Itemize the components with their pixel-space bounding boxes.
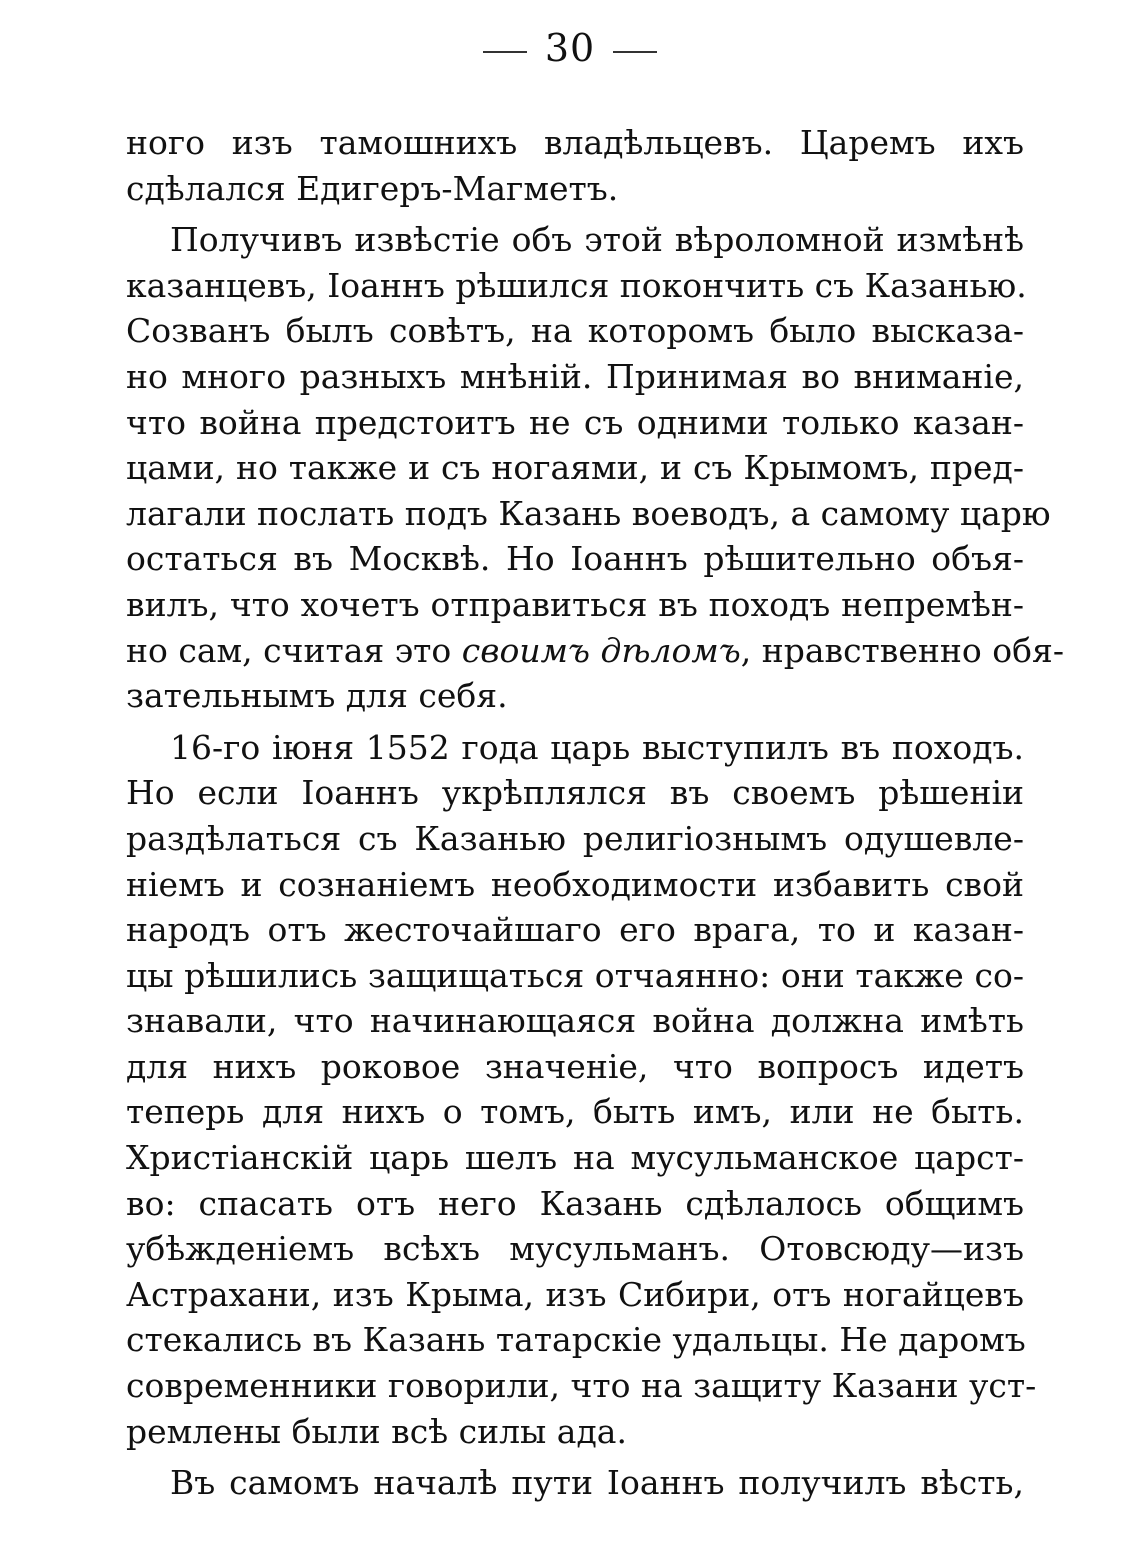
- page-number: 30: [544, 26, 596, 70]
- page-number-header: [0, 24, 1140, 72]
- text-line: остаться въ Москвѣ. Но Іоаннъ рѣшительно объя-: [126, 539, 1024, 579]
- text-line: цами, но также и съ ногаями, и съ Крымомъ, пред-: [126, 448, 1024, 488]
- text-line: 16-го іюня 1552 года царь выступилъ въ походъ.: [170, 727, 1024, 767]
- right-dash-ornament: [613, 51, 657, 53]
- text-line: знавали, что начинающаяся война должна имѣть: [126, 1001, 1024, 1041]
- text-line-with-italic: [126, 628, 1064, 674]
- text-line: современники говорили, что на защиту Казани уст-: [126, 1366, 1037, 1406]
- text-line: Въ самомъ началѣ пути Іоаннъ получилъ вѣсть,: [170, 1463, 1024, 1503]
- text-line: лагали послать подъ Казань воеводъ, а самому царю: [126, 493, 1051, 533]
- text-line: убѣжденіемъ всѣхъ мусульманъ. Отовсюду—изъ: [126, 1229, 1024, 1269]
- text-line: Христіанскій царь шелъ на мусульманское царст-: [126, 1138, 1024, 1178]
- text-line: но много разныхъ мнѣній. Принимая во вниманіе,: [126, 356, 1024, 396]
- text-line: зательнымъ для себя.: [126, 676, 508, 716]
- text-line: Но если Іоаннъ укрѣплялся въ своемъ рѣшеніи: [126, 773, 1024, 813]
- text-line: ремлены были всѣ силы ада.: [126, 1411, 627, 1451]
- text-line: Созванъ былъ совѣтъ, на которомъ было высказа-: [126, 311, 1024, 351]
- text-line: вилъ, что хочетъ отправиться въ походъ непремѣн-: [126, 584, 1024, 624]
- text-line: казанцевъ, Іоаннъ рѣшился покончить съ Казанью.: [126, 265, 1027, 305]
- text-line: Получивъ извѣстіе объ этой вѣроломной измѣнѣ: [170, 220, 1024, 260]
- text-line: сдѣлался Едигеръ-Магметъ.: [126, 168, 619, 208]
- text-line: ного изъ тамошнихъ владѣльцевъ. Царемъ ихъ: [126, 123, 1024, 162]
- text-line: во: спасать отъ него Казань сдѣлалось общимъ: [126, 1183, 1024, 1223]
- text-line: стекались въ Казань татарскіе удальцы. Не даромъ: [126, 1320, 1026, 1360]
- text-line: народъ отъ жесточайшаго его врага, то и казан-: [126, 910, 1024, 950]
- left-dash-ornament: [483, 51, 527, 53]
- text-line: что война предстоитъ не съ одними только казан-: [126, 402, 1024, 442]
- text-segment: , нравственно обя-: [740, 630, 1064, 670]
- body-text: [126, 120, 1064, 1506]
- text-line: ніемъ и сознаніемъ необходимости избавить свой: [126, 864, 1024, 904]
- italic-phrase: своимъ дѣломъ: [461, 630, 741, 670]
- text-line: Астрахани, изъ Крыма, изъ Сибири, отъ ногайцевъ: [126, 1274, 1024, 1314]
- text-line: теперь для нихъ о томъ, быть имъ, или не быть.: [126, 1092, 1024, 1132]
- text-line: раздѣлаться съ Казанью религіознымъ одушевле-: [126, 818, 1024, 858]
- text-segment: но сам, считая это: [126, 630, 452, 670]
- text-line: цы рѣшились защищаться отчаянно: они также со-: [126, 955, 1024, 995]
- text-line: для нихъ роковое значеніе, что вопросъ идетъ: [126, 1046, 1024, 1086]
